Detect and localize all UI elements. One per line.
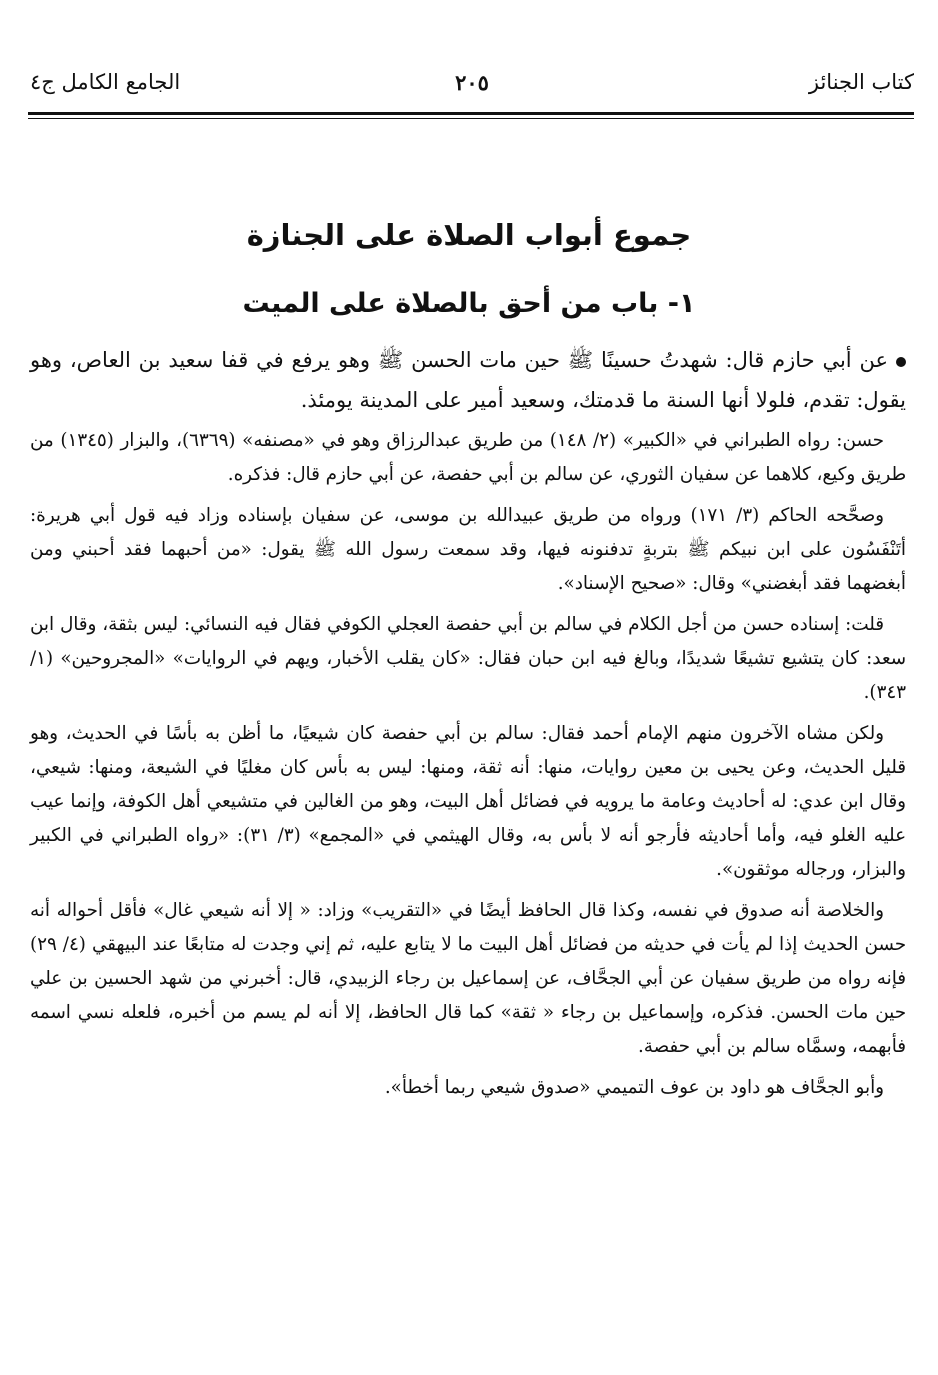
header-rule-thick xyxy=(28,112,914,115)
main-title: جموع أبواب الصلاة على الجنازة xyxy=(246,218,692,252)
header-rule-thin xyxy=(28,118,914,119)
volume-label: الجامع الكامل ج٤ xyxy=(30,70,181,94)
running-header xyxy=(30,70,914,110)
chapter-title: ١- باب من أحق بالصلاة على الميت xyxy=(242,288,696,319)
paragraph-takhrij: حسن: رواه الطبراني في «الكبير» (٢/ ١٤٨) من طريق عبدالرزاق وهو في «مصنفه» (٦٣٦٩)، والبزار (١٣٤٥) من طريق وكيع، كلاهما عن سفيان الثوري، عن سالم بن أبي حفصة، عن أبي حازم قال: فذكره. xyxy=(30,430,906,485)
paragraph-isnad: قلت: إسناده حسن من أجل الكلام في سالم بن أبي حفصة العجلي الكوفي فقال فيه النسائي: ليس بثقة، وقال ابن سعد: كان يتشيع تشيعًا شديدًا، وبالغ فيه ابن حبان فقال: «كان يقلب الأخبار، ويهم في الروايات» «المجروحين» (١/ ٣٤٣). xyxy=(30,614,906,703)
bullet-icon xyxy=(896,357,906,367)
hadith-text xyxy=(30,340,906,420)
page-number: ٢٠٥ xyxy=(455,70,489,95)
paragraph-tawthiq: ولكن مشاه الآخرون منهم الإمام أحمد فقال: سالم بن أبي حفصة كان شيعيًا، ما أظن به بأسًا في الحديث، وهو قليل الحديث، وعن يحيى بن معين روايات، منها: أنه ثقة، ومنها: ليس به بأس كان مغليًا في الشيعة، ومنها: شيعي، وقال ابن عدي: له أحاديث وعامة ما يرويه في فضائل أهل البيت، وهو من الغالين في متشيعي أهل الكوفة، وإنما عيب عليه الغلو فيه، وأما أحاديثه فأرجو أنه لا بأس به، وقال الهيثمي في «المجمع» (٣/ ٣١): «رواه الطبراني في الكبير والبزار، ورجاله موثقون». xyxy=(30,723,906,880)
page-body xyxy=(30,340,906,1112)
hadith-content: عن أبي حازم قال: شهدتُ حسينًا ﷺ حين مات الحسن ﷺ وهو يرفع في قفا سعيد بن العاص، وهو يقول: تقدم، فلولا أنها السنة ما قدمتك، وسعيد أمير على المدينة يومئذ. xyxy=(30,348,906,412)
paragraph-hakim: وصحَّحه الحاكم (٣/ ١٧١) ورواه من طريق عبيدالله بن موسى، عن سفيان بإسناده وزاد فيه قول أبي هريرة: أتَنْفَسُون على ابن نبيكم ﷺ بتربةٍ تدفنونه فيها، وقد سمعت رسول الله ﷺ يقول: «من أحبهما فقد أحبني ومن أبغضهما فقد أبغضني» وقال: «صحيح الإسناد». xyxy=(30,505,906,594)
book-title: كتاب الجنائز xyxy=(808,70,914,94)
paragraph-khulasa: والخلاصة أنه صدوق في نفسه، وكذا قال الحافظ أيضًا في «التقريب» وزاد: « إلا أنه شيعي غال» فأقل أحواله أنه حسن الحديث إذا لم يأت في حديثه من فضائل أهل البيت ما لا يتابع عليه، ثم إني وجدت له متابعًا عند البيهقي (٤/ ٢٩) فإنه رواه من طريق سفيان عن أبي الجحَّاف، عن إسماعيل بن رجاء الزبيدي، قال: أخبرني من شهد الحسين بن علي حين مات الحسن. فذكره، وإسماعيل بن رجاء « ثقة» كما قال الحافظ، إلا أنه لم يسم من أخبره، فلعله نسي اسمه فأبهمه، وسمَّاه سالم بن أبي حفصة. xyxy=(30,900,906,1057)
paragraph-abu-jahhaf: وأبو الجحَّاف هو داود بن عوف التميمي «صدوق شيعي ربما أخطأ». xyxy=(384,1077,884,1098)
